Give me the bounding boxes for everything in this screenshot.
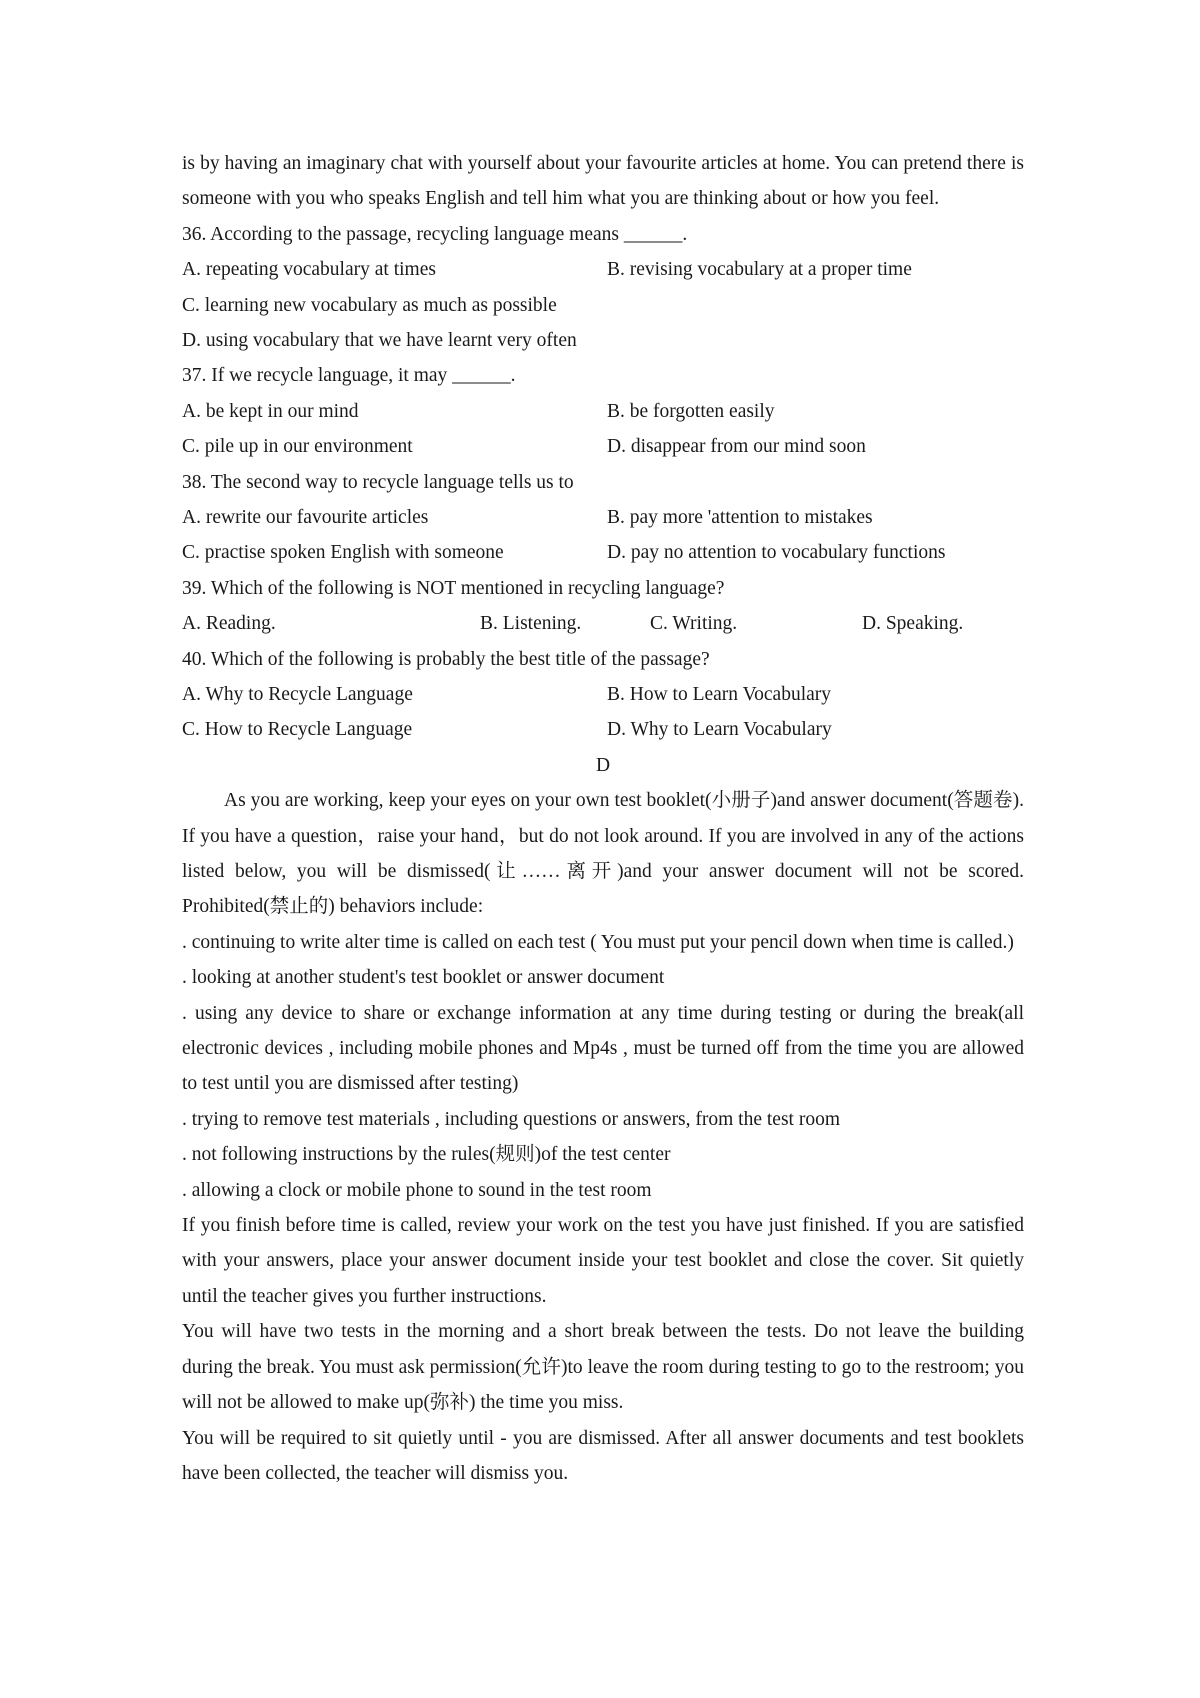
option-a: A. Reading. (182, 613, 276, 635)
option-d: D. pay no attention to vocabulary functions (607, 542, 946, 564)
option-b: B. pay more 'attention to mistakes (607, 507, 873, 529)
question-38 (182, 465, 1024, 571)
question-37 (182, 358, 1024, 464)
option-row (182, 394, 1024, 429)
option-a: A. be kept in our mind (182, 400, 359, 422)
section-d-opening: As you are working, keep your eyes on your own test booklet(小册子)and answer document(答题卷). If you have a question，raise your hand，but do not look around. If you are involved in any of the actions listed below, you will be dismissed(让……离开)and your answer document will not be scored. Prohibited(禁止的) behaviors include: (182, 790, 1024, 918)
option-a: A. repeating vocabulary at times (182, 259, 436, 281)
option-row (182, 677, 1024, 712)
bullet-item: . allowing a clock or mobile phone to sound in the test room (182, 1179, 652, 1201)
bullet-item: . continuing to write alter time is called on each test ( You must put your pencil down when time is called.) (182, 931, 1014, 953)
option-row (182, 252, 1024, 287)
option-c: C. learning new vocabulary as much as possible (182, 294, 557, 316)
option-b: B. Listening. (480, 613, 582, 635)
option-d: D. Why to Learn Vocabulary (607, 719, 832, 741)
option-d: D. Speaking. (862, 613, 964, 635)
option-d: D. using vocabulary that we have learnt very often (182, 330, 577, 352)
question-39 (182, 571, 1024, 642)
option-a: A. Why to Recycle Language (182, 684, 413, 705)
option-b: B. be forgotten easily (607, 400, 775, 422)
intro-paragraph: is by having an imaginary chat with yourself about your favourite articles at home. You can pretend there is someone with you who speaks English and tell him what you are thinking about or how you feel. (182, 153, 1024, 210)
option-b: B. revising vocabulary at a proper time (607, 259, 912, 281)
option-a: A. rewrite our favourite articles (182, 507, 429, 529)
option-c: C. Writing. (650, 613, 738, 635)
closing-paragraph: If you finish before time is called, review your work on the test you have just finished. If you are satisfied with your answers, place your answer document inside your test booklet and close the cover. Sit quietly until the teacher gives you further instructions. (182, 1215, 1024, 1307)
closing-paragraph: You will have two tests in the morning and a short break between the tests. Do not leave the building during the break. You must ask permission(允许)to leave the room during testing to go to the restroom; you will not be allowed to make up(弥补) the time you miss. (182, 1321, 1024, 1414)
option-row (182, 429, 1024, 464)
option-d: D. disappear from our mind soon (607, 436, 866, 458)
bullet-item: . using any device to share or exchange information at any time during testing or during the break(all electronic devices , including mobile phones and Mp4s , must be turned off from the time you are allowed to test until you are dismissed after testing) (182, 1002, 1024, 1095)
option-row (182, 712, 1024, 747)
question-36 (182, 217, 1024, 359)
option-row (182, 606, 1024, 641)
question-stem: 36. According to the passage, recycling language means ______. (182, 223, 688, 245)
question-stem: 39. Which of the following is NOT mentioned in recycling language? (182, 577, 725, 599)
option-c: C. pile up in our environment (182, 436, 413, 458)
bullet-item: . looking at another student's test booklet or answer document (182, 967, 665, 989)
exam-page (182, 146, 1024, 1491)
question-stem: 38. The second way to recycle language tells us to (182, 471, 574, 493)
option-row (182, 535, 1024, 570)
option-c: C. How to Recycle Language (182, 719, 413, 741)
question-stem: 40. Which of the following is probably the best title of the passage? (182, 648, 710, 670)
question-40 (182, 642, 1024, 748)
section-title: D (595, 754, 611, 776)
closing-paragraph: You will be required to sit quietly until - you are dismissed. After all answer documents and test booklets have been collected, the teacher will dismiss you. (182, 1427, 1024, 1484)
option-c: C. practise spoken English with someone (182, 542, 504, 564)
option-b: B. How to Learn Vocabulary (607, 684, 832, 705)
option-row (182, 500, 1024, 535)
bullet-item: . not following instructions by the rules(规则)of the test center (182, 1144, 671, 1166)
question-stem: 37. If we recycle language, it may ______. (182, 365, 516, 387)
bullet-item: . trying to remove test materials , including questions or answers, from the test room (182, 1108, 840, 1130)
